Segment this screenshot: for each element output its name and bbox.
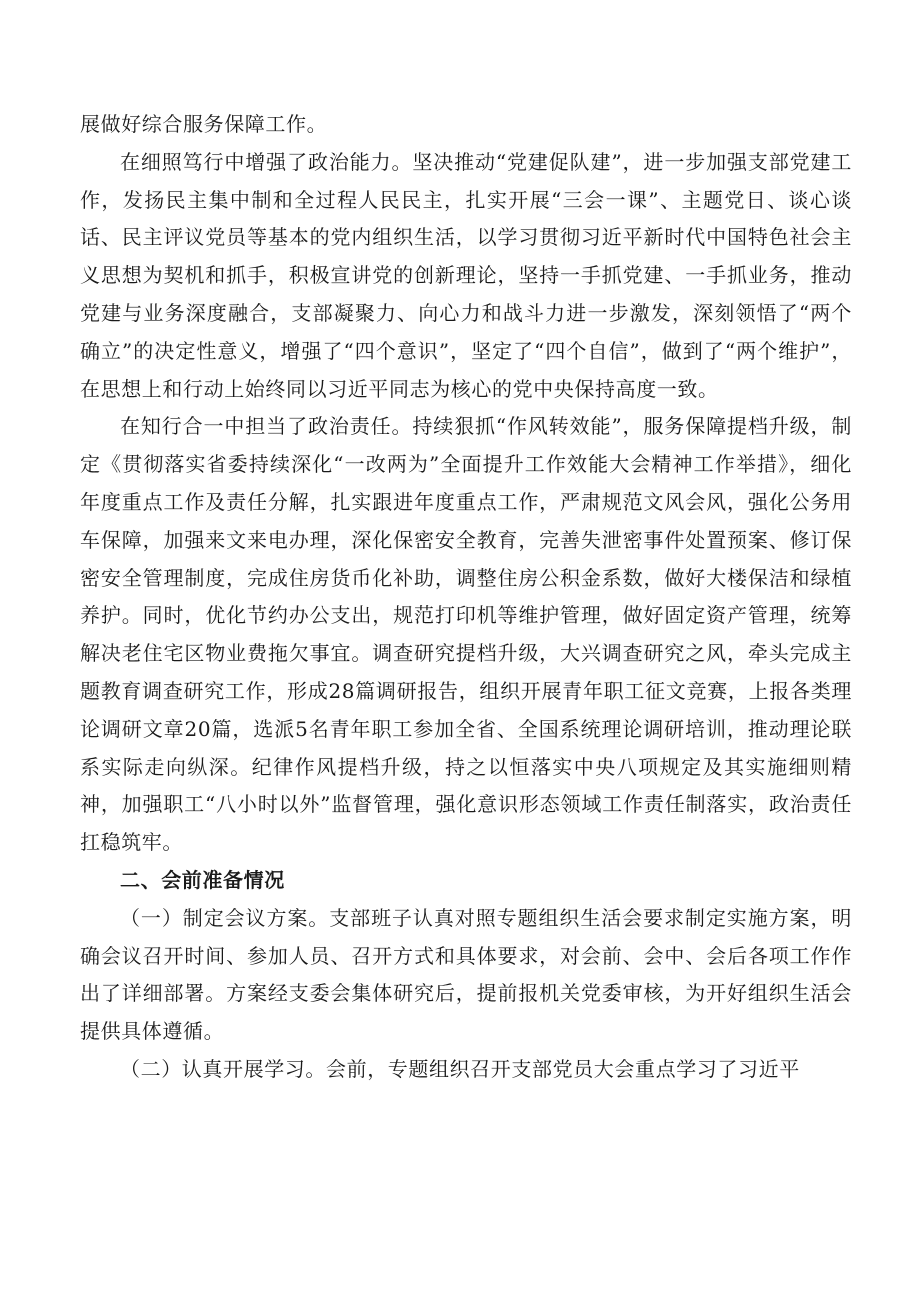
paragraph-political-responsibility: 在知行合一中担当了政治责任。持续狠抓“作风转效能”，服务保障提档升级，制定《贯彻落实省委持续深化“一改两为”全面提升工作效能大会精神工作举措》，细化年度重点工作及责任分解，扎实跟进年度重点工作，严肃规范文风会风，强化公务用车保障，加强来文来电办理，深化保密安全教育，完善失泄密事件处置预案、修订保密安全管理制度，完成住房货币化补助，调整住房公积金系数，做好大楼保洁和绿植养护。同时，优化节约办公支出，规范打印机等维护管理，做好固定资产管理，统筹解决老住宅区物业费拖欠事宜。调查研究提档升级，大兴调查研究之风，牵头完成主题教育调查研究工作，形成28篇调研报告，组织开展青年职工征文竞赛，上报各类理论调研文章20篇，选派5名青年职工参加全省、全国系统理论调研培训，推动理论联系实际走向纵深。纪律作风提档升级，持之以恒落实中央八项规定及其实施细则精神，加强职工“八小时以外”监督管理，强化意识形态领域工作责任制落实，政治责任扛稳筑牢。 [80,414,852,855]
document-page [80,106,852,1089]
paragraph-meeting-plan: （一）制定会议方案。支部班子认真对照专题组织生活会要求制定实施方案，明确会议召开时间、参加人员、召开方式和具体要求，对会前、会中、会后各项工作作出了详细部署。方案经支委会集体研究后，提前报机关党委审核，为开好组织生活会提供具体遵循。 [80,905,852,1044]
section-heading: 二、会前准备情况 [120,867,285,892]
paragraph-continuation: 展做好综合服务保障工作。 [80,112,328,136]
paragraph-study: （二）认真开展学习。会前，专题组织召开支部党员大会重点学习了习近平 [120,1056,800,1081]
paragraph-political-ability: 在细照笃行中增强了政治能力。坚决推动“党建促队建”，进一步加强支部党建工作，发扬民主集中制和全过程人民民主，扎实开展“三会一课”、主题党日、谈心谈话、民主评议党员等基本的党内组织生活，以学习贯彻习近平新时代中国特色社会主义思想为契机和抓手，积极宣讲党的创新理论，坚持一手抓党建、一手抓业务，推动党建与业务深度融合，支部凝聚力、向心力和战斗力进一步激发，深刻领悟了“两个确立”的决定性意义，增强了“四个意识”，坚定了“四个自信”，做到了“两个维护”，在思想上和行动上始终同以习近平同志为核心的党中央保持高度一致。 [80,149,852,401]
